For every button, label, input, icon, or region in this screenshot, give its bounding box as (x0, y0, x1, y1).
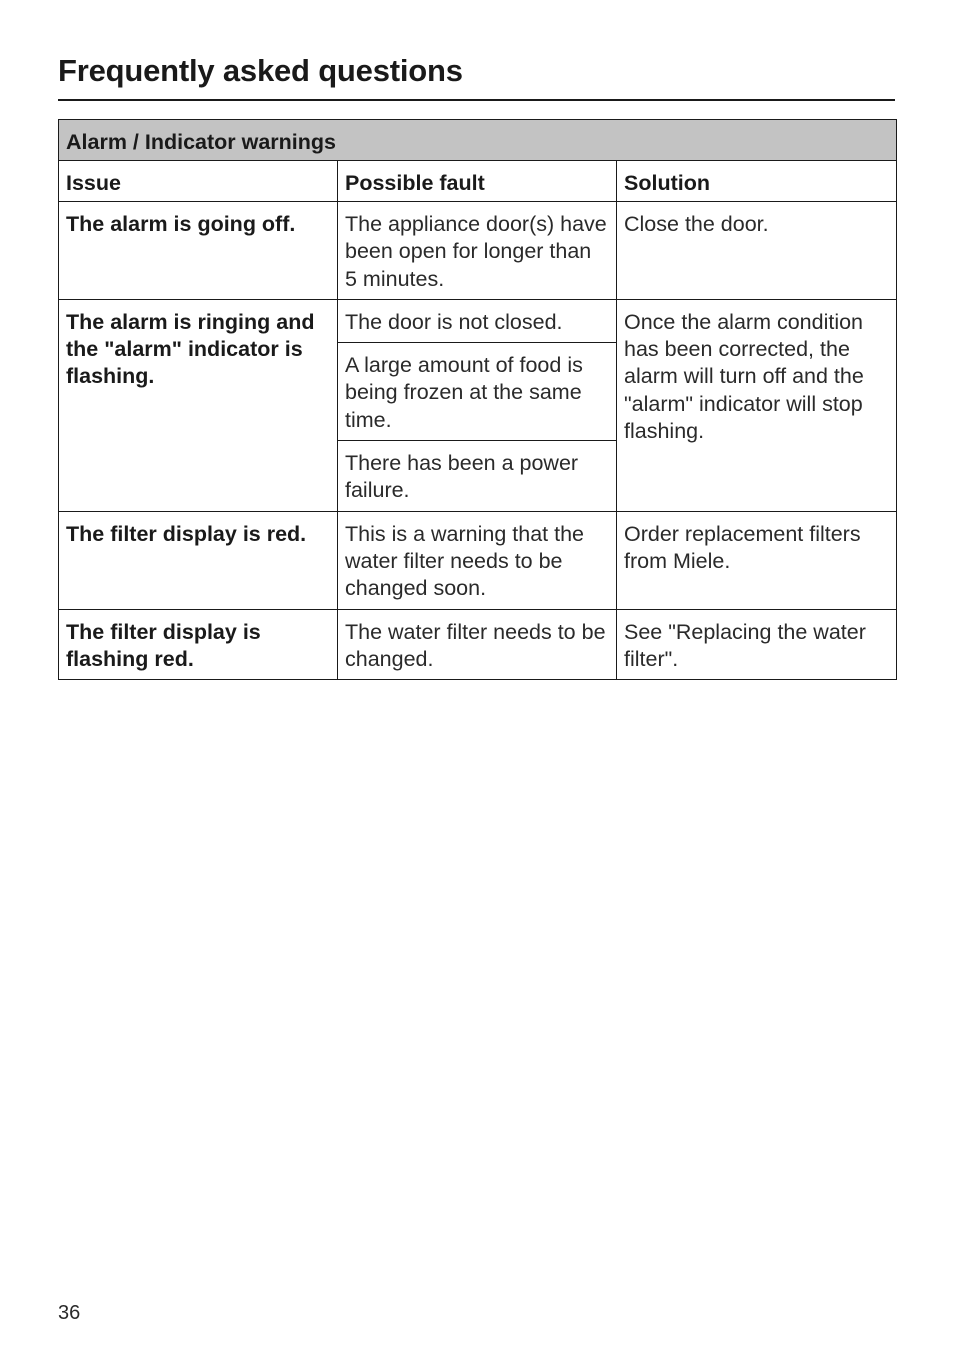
table-row (59, 609, 897, 680)
issue-cell: The alarm is ringing and the "alarm" indicator is flashing. (59, 299, 338, 511)
table-row (59, 511, 897, 609)
fault-cell: The water filter needs to be changed. (338, 609, 617, 680)
issue-cell: The filter display is red. (59, 511, 338, 609)
fault-cell: A large amount of food is being frozen at the same time. (338, 343, 617, 441)
issue-cell: The alarm is going off. (59, 202, 338, 300)
solution-cell: Close the door. (617, 202, 897, 300)
fault-cell: This is a warning that the water filter needs to be changed soon. (338, 511, 617, 609)
issue-cell: The filter display is flashing red. (59, 609, 338, 680)
column-header-solution: Solution (617, 161, 897, 202)
fault-cell: The appliance door(s) have been open for longer than 5 minutes. (338, 202, 617, 300)
section-header-row (59, 120, 897, 161)
fault-cell: The door is not closed. (338, 299, 617, 342)
faq-table (58, 119, 897, 680)
table-row (59, 299, 897, 342)
fault-cell: There has been a power failure. (338, 441, 617, 512)
section-title: Alarm / Indicator warnings (59, 120, 897, 161)
page-title: Frequently asked questions (58, 53, 463, 88)
solution-cell: Order replacement filters from Miele. (617, 511, 897, 609)
title-divider (58, 99, 895, 101)
table-row (59, 202, 897, 300)
solution-cell: Once the alarm condition has been corrected, the alarm will turn off and the "alarm" indicator will stop flashing. (617, 299, 897, 511)
column-header-fault: Possible fault (338, 161, 617, 202)
column-header-issue: Issue (59, 161, 338, 202)
page-number: 36 (58, 1302, 81, 1324)
solution-cell: See "Replacing the water filter". (617, 609, 897, 680)
column-header-row (59, 161, 897, 202)
